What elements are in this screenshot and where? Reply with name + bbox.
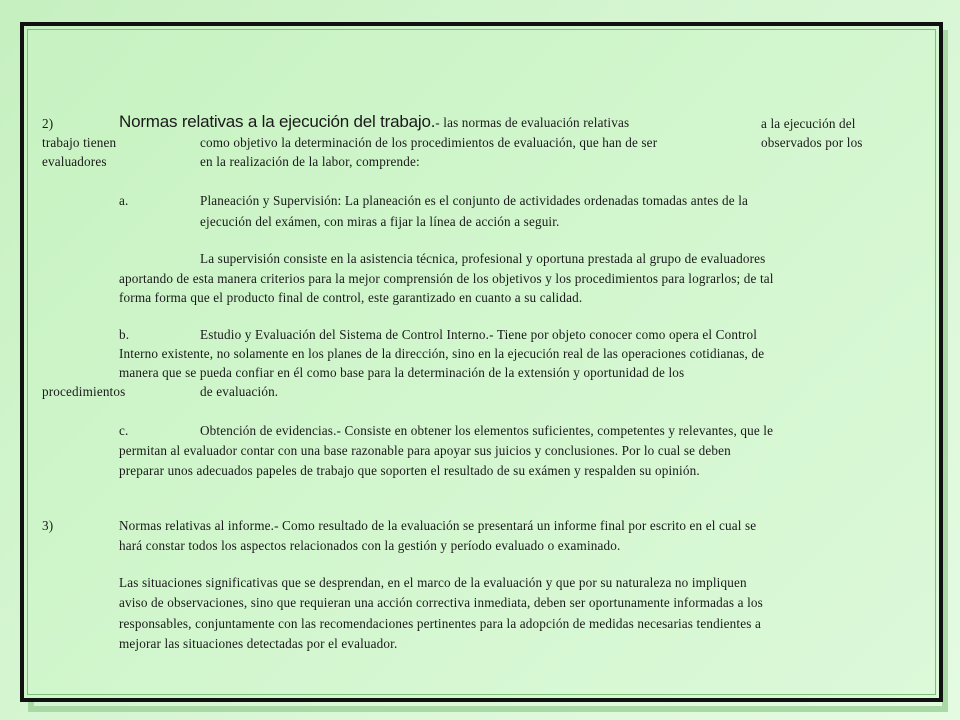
item-b-line2: Interno existente, no solamente en los planes de la dirección, sino en la ejecución real de las operaciones cotidianas, de xyxy=(119,346,765,361)
item-a-p2-line1: La supervisión consiste en la asistencia técnica, profesional y oportuna prestada al grupo de evaluadores xyxy=(200,251,766,266)
section2-number: 2) xyxy=(42,116,54,131)
section2-line1-a: - las normas de evaluación relativas xyxy=(435,115,630,130)
section3-p2-line3: responsables, conjuntamente con las recomendaciones pertinentes para la adopción de medidas necesarias tendientes a xyxy=(119,616,761,631)
item-c-line3: preparar unos adecuados papeles de trabajo que soporten el resultado de su exámen y respalden su opinión. xyxy=(119,463,700,478)
item-b-line4-a: procedimientos xyxy=(42,384,126,399)
item-b-line3: manera que se pueda confiar en él como base para la determinación de la extensión y oportunidad de los xyxy=(119,365,685,380)
item-c-line1: Obtención de evidencias.- Consiste en obtener los elementos suficientes, competentes y relevantes, que le xyxy=(200,423,774,438)
item-b-line1: Estudio y Evaluación del Sistema de Control Interno.- Tiene por objeto conocer como opera el Control xyxy=(200,327,758,342)
section3-line1: Normas relativas al informe.- Como resultado de la evaluación se presentará un informe final por escrito en el cual se xyxy=(119,518,757,533)
item-b-marker: b. xyxy=(119,327,130,342)
section3-number: 3) xyxy=(42,518,54,533)
section2-line2-c: observados por los xyxy=(761,135,863,150)
item-c-marker: c. xyxy=(119,423,129,438)
section2-title: Normas relativas a la ejecución del trabajo. xyxy=(119,112,436,131)
section3-line2: hará constar todos los aspectos relacionados con la gestión y período evaluado o examinado. xyxy=(119,538,621,553)
item-a-marker: a. xyxy=(119,193,129,208)
section2-line1-b: a la ejecución del xyxy=(761,116,856,131)
section2-line2-b: como objetivo la determinación de los procedimientos de evaluación, que han de ser xyxy=(200,135,658,150)
section2-line3-b: en la realización de la labor, comprende: xyxy=(200,154,420,169)
item-a-line1: Planeación y Supervisión: La planeación es el conjunto de actividades ordenadas tomadas antes de la xyxy=(200,193,749,208)
section3-p2-line1: Las situaciones significativas que se desprendan, en el marco de la evaluación y que por su naturaleza no impliquen xyxy=(119,575,747,590)
section3-p2-line4: mejorar las situaciones detectadas por el evaluador. xyxy=(119,636,398,651)
item-a-p2-line2: aportando de esta manera criterios para la mejor comprensión de los objetivos y los procedimientos para lograrlos; de tal xyxy=(119,271,774,286)
section2-heading-line xyxy=(119,114,629,130)
section2-line2-a: trabajo tienen xyxy=(42,135,117,150)
item-c-line2: permitan al evaluador contar con una base razonable para apoyar sus juicios y conclusiones. Por lo cual se deben xyxy=(119,443,731,458)
section3-p2-line2: aviso de observaciones, sino que requieran una acción correctiva inmediata, deben ser oportunamente informadas a los xyxy=(119,595,763,610)
section2-line3-a: evaluadores xyxy=(42,154,107,169)
item-b-line4-b: de evaluación. xyxy=(200,384,279,399)
item-a-line2: ejecución del exámen, con miras a fijar la línea de acción a seguir. xyxy=(200,214,560,229)
item-a-p2-line3: forma forma que el producto final de control, este garantizado en cuanto a su calidad. xyxy=(119,290,583,305)
